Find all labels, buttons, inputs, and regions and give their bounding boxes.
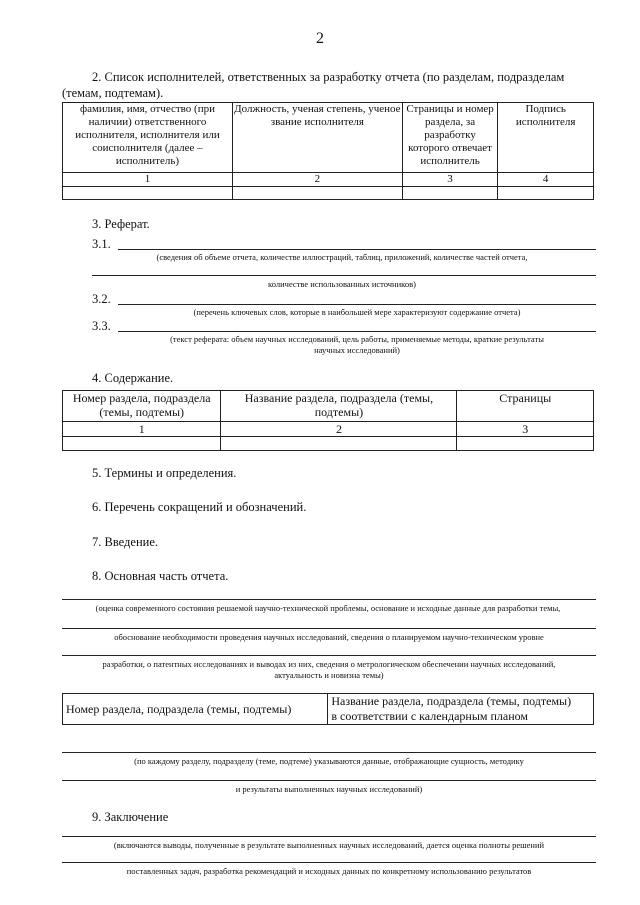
section4-title: 4. Содержание. <box>92 371 174 385</box>
executors-table <box>62 102 594 200</box>
contents-col-number: 1 <box>63 422 221 437</box>
section3-item3-line <box>118 331 596 332</box>
executors-empty-cell <box>63 187 233 200</box>
section9-line2 <box>62 862 596 863</box>
contents-col-number: 3 <box>457 422 594 437</box>
section8-line2 <box>62 628 596 629</box>
section8-hint4: (по каждому разделу, подразделу (теме, подтеме) указываются данные, отображающие сущность, методику <box>134 756 524 766</box>
sections-header-number <box>63 694 328 725</box>
section5-title: 5. Термины и определения. <box>92 466 237 480</box>
section7-title: 7. Введение. <box>92 535 159 549</box>
contents-empty-cell <box>63 437 221 451</box>
executors-col-number: 2 <box>232 173 402 187</box>
page-number: 2 <box>316 30 324 47</box>
section2-line1: 2. Список исполнителей, ответственных за разработку отчета (по разделам, подразделам <box>92 70 565 84</box>
executors-col-number: 3 <box>402 173 498 187</box>
contents-empty-cell <box>457 437 594 451</box>
section6-title: 6. Перечень сокращений и обозначений. <box>92 500 307 514</box>
section3-item1-label: 3.1. <box>92 237 111 251</box>
section3-item2-label: 3.2. <box>92 292 111 306</box>
sections-table <box>62 693 594 725</box>
sections-header-title <box>328 694 594 725</box>
section8-hint5: и результаты выполненных научных исследований) <box>235 784 423 794</box>
sections-header-title-line1: Название раздела, подраздела (темы, подтемы) <box>331 694 572 708</box>
sections-header-title-line2: в соответствии с календарным планом <box>331 709 529 723</box>
executors-col-number: 1 <box>63 173 233 187</box>
section3-item2-line <box>118 304 596 305</box>
section9-line1 <box>62 836 596 837</box>
section3-item1-line2 <box>92 275 596 276</box>
section8-line5 <box>62 780 596 781</box>
section3-item1-hint-a: (сведения об объеме отчета, количестве иллюстраций, таблиц, приложений, количестве частей отчета, <box>156 252 528 262</box>
section8-hint2: обоснование необходимости проведения научных исследований, сведения о планируемом научно-техническом уровне <box>114 632 544 642</box>
executors-header-pages: Страницы и номер раздела, за разработку которого отвечает исполнитель <box>402 103 498 173</box>
section8-title: 8. Основная часть отчета. <box>92 569 229 583</box>
executors-header-signature: Подпись исполнителя <box>498 103 594 173</box>
section3-item1-line <box>118 249 596 250</box>
section3-item1-hint-b: количестве использованных источников) <box>268 279 416 289</box>
executors-empty-cell <box>232 187 402 200</box>
executors-col-number: 4 <box>498 173 594 187</box>
executors-header-position: Должность, ученая степень, ученое звание исполнителя <box>232 103 402 173</box>
section2-line2: (темам, подтемам). <box>62 86 164 100</box>
section9-hint1: (включаются выводы, полученные в результате выполненных научных исследований, дается оценка полноты решений <box>113 840 545 850</box>
section3-title: 3. Реферат. <box>92 217 150 231</box>
executors-empty-cell <box>498 187 594 200</box>
section3-item3-hint-a: (текст реферата: объем научных исследований, цель работы, применяемые методы, краткие результаты <box>170 334 544 344</box>
contents-col-number: 2 <box>221 422 457 437</box>
section9-hint2: поставленных задач, разработка рекомендаций и исходных данных по конкретному использованию результатов <box>126 866 532 876</box>
contents-header-title: Название раздела, подраздела (темы, подтемы) <box>221 391 457 422</box>
contents-header-number: Номер раздела, подраздела (темы, подтемы) <box>63 391 221 422</box>
executors-empty-cell <box>402 187 498 200</box>
section8-line1 <box>62 599 596 600</box>
contents-empty-cell <box>221 437 457 451</box>
section8-hint3b: актуальность и новизна темы) <box>274 670 384 680</box>
section3-item2-hint: (перечень ключевых слов, которые в наибольшей мере характеризуют содержание отчета) <box>193 307 521 317</box>
executors-header-name: фамилия, имя, отчество (при наличии) ответственного исполнителя, исполнителя или соисполнителя (далее – исполнитель) <box>63 103 233 173</box>
section9-title: 9. Заключение <box>92 810 169 824</box>
contents-table <box>62 390 594 451</box>
contents-header-pages: Страницы <box>457 391 594 422</box>
section8-line4 <box>62 752 596 753</box>
section8-line3 <box>62 655 596 656</box>
section8-hint3a: разработки, о патентных исследованиях и выводах из них, сведения о метрологическом обеспечении научных исследований, <box>102 659 556 669</box>
section8-hint1: (оценка современного состояния решаемой научно-технической проблемы, основание и исходные данные для разработки темы, <box>95 603 561 613</box>
sections-header-number-text: Номер раздела, подраздела (темы, подтемы) <box>66 701 292 716</box>
section3-item3-label: 3.3. <box>92 319 111 333</box>
section3-item3-hint-b: научных исследований) <box>314 345 400 355</box>
